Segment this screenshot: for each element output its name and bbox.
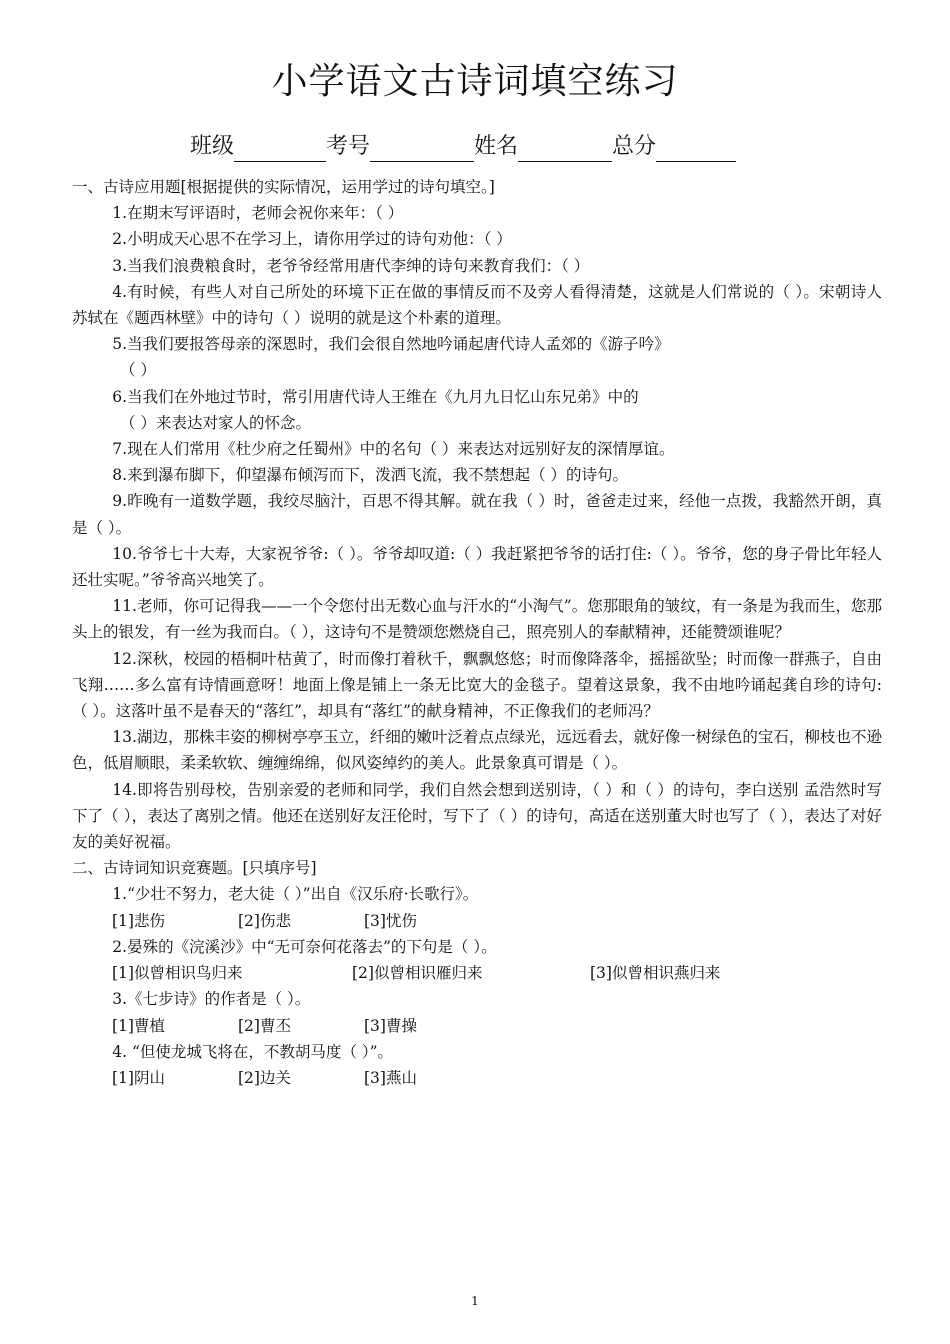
- question-item: 2.小明成天心思不在学习上，请你用学过的诗句劝他：（ ）: [112, 230, 512, 249]
- question-item: 12.深秋，校园的梧桐叶枯黄了，时而像打着秋千，飘飘悠悠；时而像降落伞，摇摇欲坠；时而像一群燕子，自由飞翔……多么富有诗情画意呀！地面上像是铺上一条无比宽大的金毯子。望着这景象，我不由地吟诵起龚自珍的诗句:（ ）。这落叶虽不是春天的“落红”，却具有“落红”的献身精神，不正像我们的老师冯？: [72, 649, 882, 721]
- quiz-option[interactable]: [1]悲伤: [112, 911, 165, 930]
- question-item: 14.即将告别母校，告别亲爱的老师和同学，我们自然会想到送别诗，（ ）和（ ）的诗句，李白送别 孟浩然时写下了（ ），表达了离别之情。他还在送别好友汪伦时，写下了（ ）的诗句，高适在送别董大时也写了（ ），表达了对好友的美好祝福。: [72, 780, 882, 852]
- question-blank-line: （ ）: [120, 361, 156, 380]
- quiz-option[interactable]: [2]伤悲: [238, 911, 291, 930]
- quiz-option[interactable]: [3]忧伤: [364, 911, 417, 930]
- question-item: 4.有时候，有些人对自己所处的环境下正在做的事情反而不及旁人看得清楚，这就是人们常说的（ ）。宋朝诗人苏轼在《题西林壁》中的诗句（ ）说明的就是这个朴素的道理。: [72, 282, 882, 328]
- quiz-question: 3.《七步诗》的作者是（ ）。: [112, 990, 311, 1009]
- class-blank[interactable]: [234, 133, 326, 162]
- question-item: 10.爷爷七十大寿，大家祝爷爷:（ ）。爷爷却叹道:（ ）我赶紧把爷爷的话打住:（ ）。爷爷，您的身子骨比年轻人还壮实呢。”爷爷高兴地笑了。: [72, 544, 882, 590]
- quiz-option[interactable]: [1]阴山: [112, 1068, 165, 1087]
- class-label: 班级: [190, 134, 235, 159]
- quiz-option[interactable]: [3]燕山: [364, 1068, 417, 1087]
- quiz-option[interactable]: [2]似曾相识雁归来: [352, 964, 483, 983]
- question-item: 11.老师，你可记得我——一个令您付出无数心血与汗水的“小淘气”。您那眼角的皱纹，有一条是为我而生，您那头上的银发，有一丝为我而白。（ ），这诗句不是赞颂您燃烧自己，照亮别人的奉献精神，还能赞颂谁呢？: [72, 597, 882, 642]
- section-heading: 二、古诗词知识竞赛题。[只填序号]: [72, 859, 317, 878]
- quiz-option[interactable]: [2]曹丕: [238, 1016, 291, 1035]
- page-title: 小学语文古诗词填空练习: [271, 61, 679, 102]
- quiz-option[interactable]: [3]曹操: [364, 1016, 417, 1035]
- section-heading: 一、古诗应用题[根据提供的实际情况，运用学过的诗句填空。]: [72, 178, 495, 196]
- question-item: 7.现在人们常用《杜少府之任蜀州》中的名句（ ）来表达对远别好友的深情厚谊。: [112, 440, 675, 459]
- score-label: 总分: [612, 134, 657, 159]
- question-item: 6.当我们在外地过节时，常引用唐代诗人王维在《九月九日忆山东兄弟》中的: [112, 387, 639, 406]
- quiz-option[interactable]: [3]似曾相识燕归来: [590, 964, 721, 983]
- quiz-option[interactable]: [2]边关: [238, 1068, 291, 1087]
- quiz-question: 4. “但使龙城飞将在，不教胡马度（ ）”。: [112, 1042, 394, 1061]
- quiz-question: 2.晏殊的《浣溪沙》中“无可奈何花落去”的下句是（ ）。: [112, 937, 497, 956]
- student-info-row: [190, 128, 736, 162]
- exam-no-blank[interactable]: [370, 133, 474, 162]
- question-item: 3.当我们浪费粮食时，老爷爷经常用唐代李绅的诗句来教育我们：（ ）: [112, 256, 590, 275]
- quiz-options: [72, 960, 882, 986]
- score-blank[interactable]: [656, 133, 736, 162]
- question-item: 13.湖边，那株丰姿的柳树亭亭玉立，纤细的嫩叶泛着点点绿光，远远看去，就好像一树绿色的宝石，柳枝也不逊色，低眉顺眼，柔柔软软、缠缠绵绵，似风姿绰约的美人。此景象真可谓是（ ）。: [72, 728, 882, 773]
- quiz-options: [72, 1065, 882, 1091]
- name-blank[interactable]: [518, 133, 612, 162]
- quiz-question: 1.“少壮不努力，老大徒（ ）”出自《汉乐府·长歌行》。: [112, 885, 479, 904]
- question-blank-line: （ ）来表达对家人的怀念。: [120, 413, 311, 432]
- name-label: 姓名: [474, 134, 519, 159]
- question-item: 1.在期末写评语时，老师会祝你来年：（ ）: [112, 204, 404, 223]
- quiz-options: [72, 1013, 882, 1039]
- question-item: 8.来到瀑布脚下，仰望瀑布倾泻而下，泼洒飞流，我不禁想起（ ）的诗句。: [112, 466, 629, 485]
- quiz-option[interactable]: [1]曹植: [112, 1016, 165, 1035]
- question-item: 5.当我们要报答母亲的深恩时，我们会很自然地吟诵起唐代诗人孟郊的《游子吟》: [112, 335, 670, 354]
- quiz-option[interactable]: [1]似曾相识鸟归来: [112, 964, 243, 983]
- question-item: 9.昨晚有一道数学题，我绞尽脑汁，百思不得其解。就在我（ ）时，爸爸走过来，经他一点拨，我豁然开朗，真是（ ）。: [72, 492, 882, 537]
- exam-no-label: 考号: [326, 134, 371, 159]
- page-number: 1: [471, 1294, 479, 1308]
- exercise-body: [72, 174, 882, 1091]
- quiz-options: [72, 908, 882, 934]
